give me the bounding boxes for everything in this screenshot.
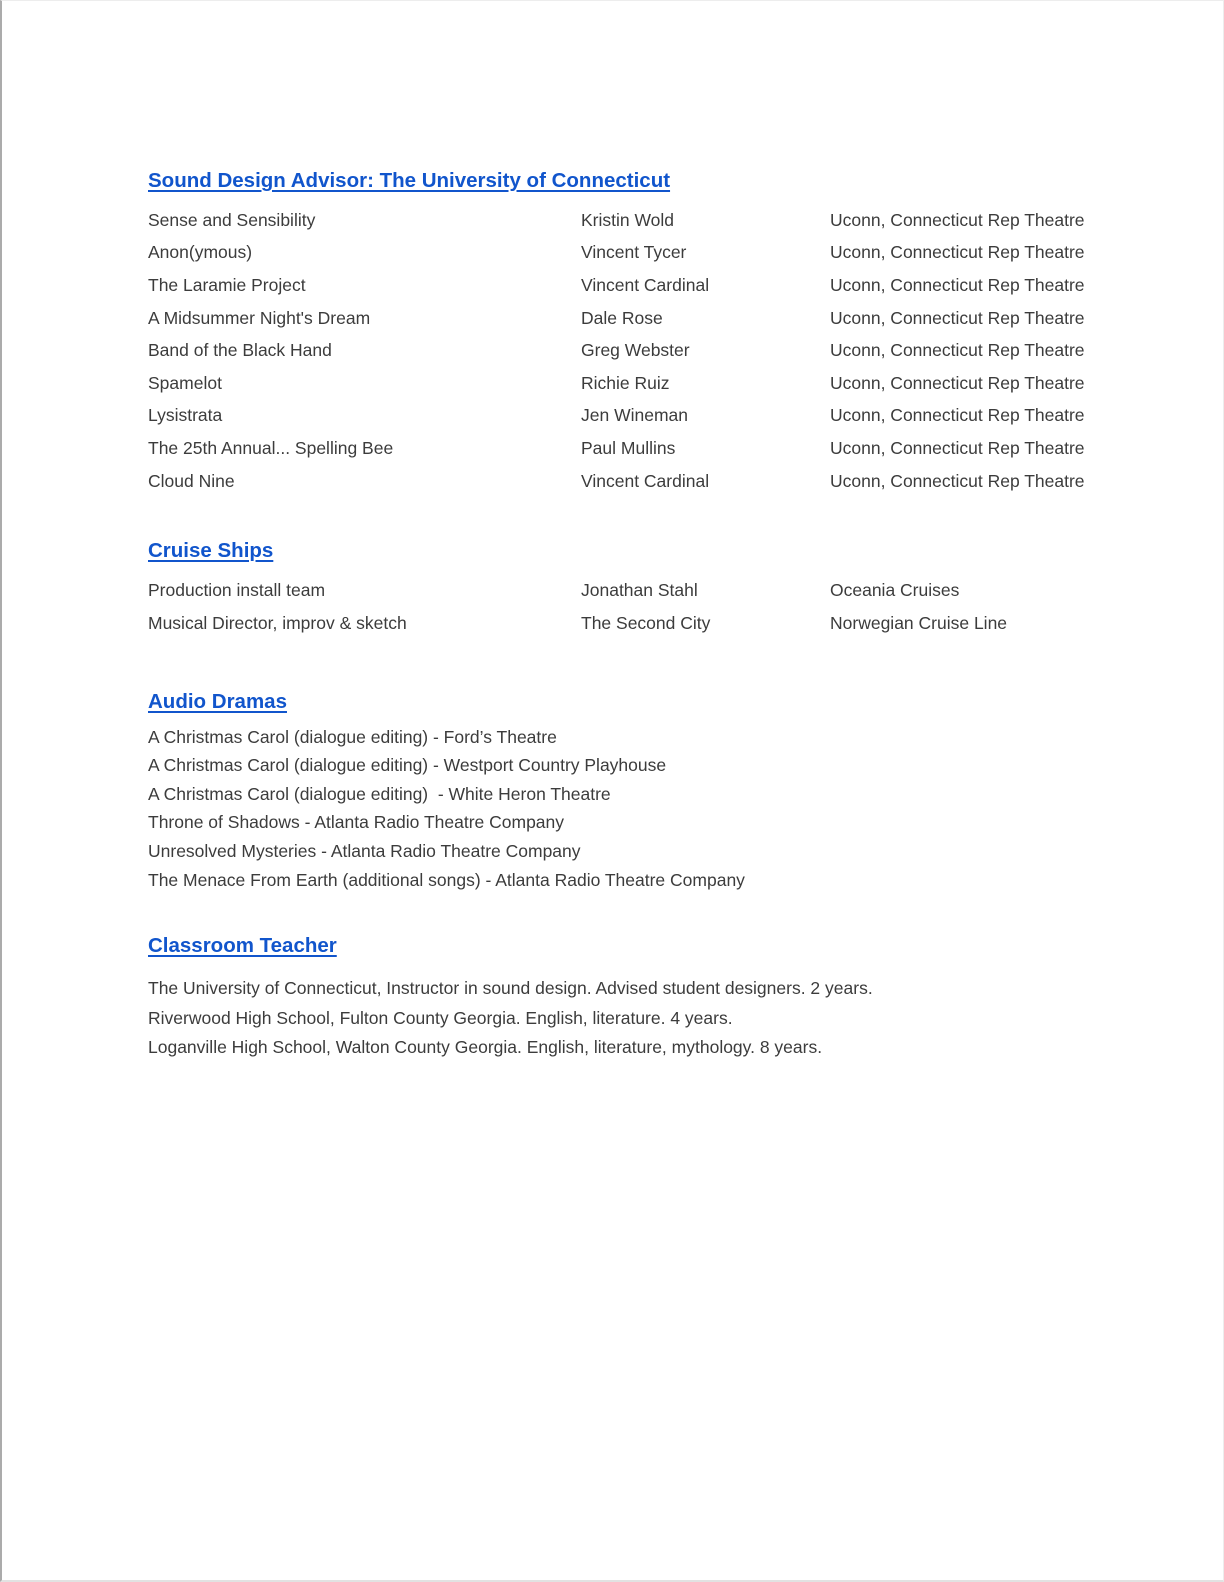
production-title: Lysistrata [148, 405, 223, 426]
production-title: Cloud Nine [148, 470, 235, 491]
venue-name: Uconn, Connecticut Rep Theatre [830, 437, 1085, 458]
venue-name: Uconn, Connecticut Rep Theatre [830, 340, 1085, 361]
director-name: Vincent Tycer [581, 242, 687, 263]
company-name: Norwegian Cruise Line [830, 612, 1008, 633]
teaching-position-item: Riverwood High School, Fulton County Georgia. English, literature. 4 years. [148, 1007, 733, 1028]
credit-row [148, 302, 1123, 335]
teaching-position-item: The University of Connecticut, Instructor in sound design. Advised student designers. 2 years. [148, 978, 873, 999]
audio-dramas-list [148, 723, 1123, 895]
production-title: The Laramie Project [148, 274, 306, 295]
role-title: Production install team [148, 580, 326, 601]
production-title: The 25th Annual... Spelling Bee [148, 437, 394, 458]
cruise-ships-credit-list [148, 574, 1123, 639]
venue-name: Uconn, Connecticut Rep Theatre [830, 242, 1085, 263]
audio-drama-item: Unresolved Mysteries - Atlanta Radio Theatre Company [148, 840, 581, 861]
audio-drama-item: The Menace From Earth (additional songs) - Atlanta Radio Theatre Company [148, 869, 745, 890]
production-title: Spamelot [148, 372, 222, 393]
cruise-ships-heading: Cruise Ships [148, 539, 274, 563]
director-name: Greg Webster [581, 340, 690, 361]
section-sound-design-advisor [148, 167, 1123, 497]
director-name: Richie Ruiz [581, 372, 670, 393]
credit-row [148, 204, 1123, 237]
venue-name: Uconn, Connecticut Rep Theatre [830, 372, 1085, 393]
section-cruise-ships [148, 537, 1123, 639]
credit-row [148, 334, 1123, 367]
director-name: Jen Wineman [581, 405, 688, 426]
production-title: Anon(ymous) [148, 242, 253, 263]
credit-row [148, 465, 1123, 498]
audio-drama-item: A Christmas Carol (dialogue editing) - Ford’s Theatre [148, 726, 557, 747]
venue-name: Uconn, Connecticut Rep Theatre [830, 405, 1085, 426]
role-title: Musical Director, improv & sketch [148, 612, 407, 633]
credit-row [148, 607, 1123, 640]
director-name: Kristin Wold [581, 209, 675, 230]
audio-drama-item: Throne of Shadows - Atlanta Radio Theatre Company [148, 812, 565, 833]
contact-name: Jonathan Stahl [581, 580, 698, 601]
credit-row [148, 269, 1123, 302]
audio-drama-item: A Christmas Carol (dialogue editing) - Westport Country Playhouse [148, 755, 667, 776]
director-name: Vincent Cardinal [581, 470, 710, 491]
company-name: Oceania Cruises [830, 580, 960, 601]
production-title: Band of the Black Hand [148, 340, 332, 361]
credit-row [148, 237, 1123, 270]
contact-name: The Second City [581, 612, 711, 633]
credit-row [148, 367, 1123, 400]
venue-name: Uconn, Connecticut Rep Theatre [830, 274, 1085, 295]
audio-dramas-heading: Audio Dramas [148, 689, 287, 713]
audio-drama-item: A Christmas Carol (dialogue editing) - White Heron Theatre [148, 783, 611, 804]
sound-design-advisor-heading: Sound Design Advisor: The University of Connecticut [148, 169, 671, 192]
classroom-teacher-heading: Classroom Teacher [148, 934, 337, 958]
production-title: Sense and Sensibility [148, 209, 316, 230]
section-audio-dramas [148, 688, 1123, 895]
section-classroom-teacher [148, 932, 1123, 1062]
teaching-position-item: Loganville High School, Walton County Georgia. English, literature, mythology. 8 years. [148, 1036, 823, 1057]
credit-row [148, 574, 1123, 607]
venue-name: Uconn, Connecticut Rep Theatre [830, 307, 1085, 328]
venue-name: Uconn, Connecticut Rep Theatre [830, 209, 1085, 230]
director-name: Dale Rose [581, 307, 663, 328]
classroom-teacher-list [148, 974, 1123, 1062]
credit-row [148, 432, 1123, 465]
director-name: Paul Mullins [581, 437, 676, 458]
production-title: A Midsummer Night's Dream [148, 307, 371, 328]
venue-name: Uconn, Connecticut Rep Theatre [830, 470, 1085, 491]
director-name: Vincent Cardinal [581, 274, 710, 295]
credit-row [148, 400, 1123, 433]
sound-design-credit-list [148, 204, 1123, 497]
